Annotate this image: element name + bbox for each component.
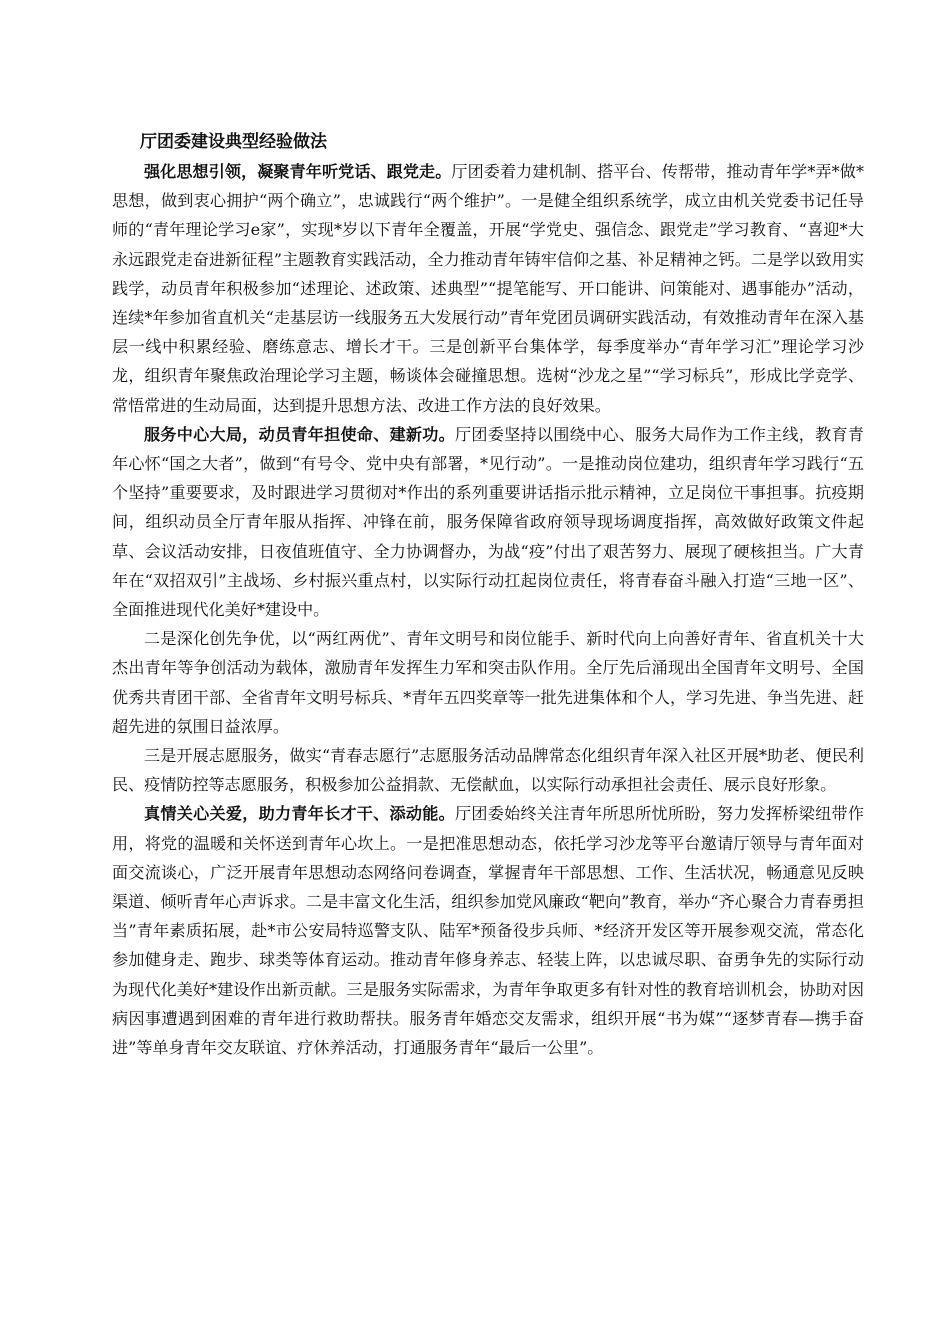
document-page bbox=[112, 128, 864, 1062]
paragraph-4 bbox=[112, 741, 864, 799]
paragraph-4-text: 三是开展志愿服务，做实“青春志愿行”志愿服务活动品牌常态化组织青年深入社区开展*助老、便民利民、疫情防控等志愿服务，积极参加公益捐款、无偿献血，以实际行动承担社会责任、展示良好形象。 bbox=[112, 746, 864, 795]
paragraph-5-text: 厅团委始终关注青年所思所忧所盼，努力发挥桥梁纽带作用，将党的温暖和关怀送到青年心坎上。一是把准思想动态，依托学习沙龙等平台邀请厅领导与青年面对面交流谈心，广泛开展青年思想动态网络问卷调查，掌握青年干部思想、工作、生活状况，畅通意见反映渠道、倾听青年心声诉求。二是丰富文化生活，组织参加党风廉政“靶向”教育，举办“齐心聚合力青春勇担当”青年素质拓展，赴*市公安局特巡警支队、陆军*预备役步兵师、*经济开发区等开展参观交流，常态化参加健身走、跑步、球类等体育运动。推动青年修身养志、轻装上阵，以忠诚尽职、奋勇争先的实际行动为现代化美好*建设作出新贡献。三是服务实际需求，为青年争取更多有针对性的教育培训机会，协助对因病因事遭遇到困难的青年进行救助帮扶。服务青年婚恋交友需求，组织开展“书为媒”“逐梦青春—携手奋进”等单身青年交友联谊、疗休养活动，打通服务青年“最后一公里”。 bbox=[112, 804, 865, 1058]
paragraph-1-text: 厅团委着力建机制、搭平台、传帮带，推动青年学*弄*做*思想，做到衷心拥护“两个确立”，忠诚践行“两个维护”。一是健全组织系统学，成立由机关党委书记任导师的“青年理论学习e家”，实现*岁以下青年全覆盖，开展“学党史、强信念、跟党走”学习教育、“喜迎*大永远跟党走奋进新征程”主题教育实践活动，全力推动青年铸牢信仰之基、补足精神之钙。二是学以致用实践学，动员青年积极参加“述理论、述政策、述典型”“提笔能写、开口能讲、问策能对、遇事能办”活动，连续*年参加省直机关“走基层访一线服务五大发展行动”青年党团员调研实践活动，有效推动青年在深入基层一线中积累经验、磨练意志、增长才干。三是创新平台集体学，每季度举办“青年学习汇”理论学习沙龙，组织青年聚焦政治理论学习主题，畅谈体会碰撞思想。选树“沙龙之星”“学习标兵”，形成比学竞学、常悟常进的生动局面，达到提升思想方法、改进工作方法的良好效果。 bbox=[112, 162, 865, 415]
document-title: 厅团委建设典型经验做法 bbox=[140, 132, 327, 152]
paragraph-5-lead: 真情关心关爱，助力青年长才干、添动能。 bbox=[144, 804, 456, 824]
paragraph-2 bbox=[112, 420, 864, 624]
paragraph-2-lead: 服务中心大局，动员青年担使命、建新功。 bbox=[144, 424, 456, 444]
paragraph-2-text: 厅团委坚持以围绕中心、服务大局作为工作主线，教育青年心怀“国之大者”，做到“有号令、党中央有部署，*见行动”。一是推动岗位建功，组织青年学习践行“五个坚持”重要要求，及时跟进学习贯彻对*作出的系列重要讲话指示批示精神，立足岗位干事担事。抗疫期间，组织动员全厅青年服从指挥、冲锋在前，服务保障省政府领导现场调度指挥，高效做好政策文件起草、会议活动安排，日夜值班值守、全力协调督办，为战“疫”付出了艰苦努力、展现了硬核担当。广大青年在“双招双引”主战场、乡村振兴重点村，以实际行动扛起岗位责任，将青春奋斗融入打造“三地一区”、全面推进现代化美好*建设中。 bbox=[112, 424, 865, 620]
paragraph-3 bbox=[112, 624, 864, 741]
paragraph-1-lead: 强化思想引领，凝聚青年听党话、跟党走。 bbox=[144, 162, 452, 181]
paragraph-3-text: 二是深化创先争优，以“两红两优”、青年文明号和岗位能手、新时代向上向善好青年、省直机关十大杰出青年等争创活动为载体，激励青年发挥生力军和突击队作用。全厅先后涌现出全国青年文明号、全国优秀共青团干部、全省青年文明号标兵、*青年五四奖章等一批先进集体和个人，学习先进、争当先进、赶超先进的氛围日益浓厚。 bbox=[112, 629, 864, 736]
paragraph-1 bbox=[112, 157, 864, 420]
paragraph-5 bbox=[112, 799, 864, 1062]
